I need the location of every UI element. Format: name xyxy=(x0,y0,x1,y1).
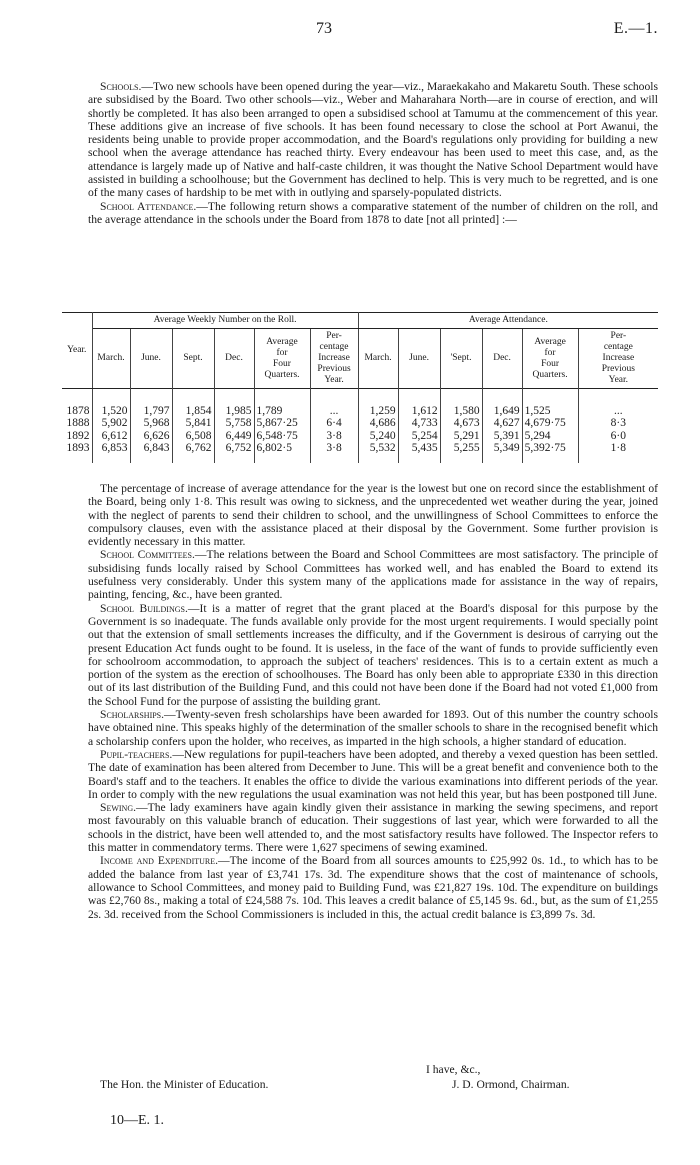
cell-att-june: 5,435 xyxy=(398,442,440,454)
cell-roll-dec: 6,752 xyxy=(214,442,254,454)
paragraph-text: —The income of the Board from all sources amounts to £25,992 0s. 1d., to which has to be added the balance from last year of £3,741 17s. 3d. The expenditure shows that the cost of maintenance of schools, allowance to School Committees, and money paid to Building Fund, was £21,827 19s. 10d. The expenditure on buildings was £2,760 8s., making a total of £24,588 7s. 10d. This leaves a credit balance of £5,145 9s. 6d., but, as the sum of £1,255 2s. 3d. received from the School Commissioners is included in this, the actual credit balance is £3,899 7s. 3d. xyxy=(88,854,658,921)
cell-att-average: 1,525 xyxy=(522,405,578,417)
cell-att-june: 4,733 xyxy=(398,417,440,429)
header-roll-march: March. xyxy=(92,329,130,389)
cell-att-march: 5,532 xyxy=(358,442,398,454)
cell-att-percentage: 8·3 xyxy=(610,417,627,430)
cell-roll-average: 1,789 xyxy=(254,405,310,417)
paragraph-schools xyxy=(88,80,658,200)
header-average-line: Four xyxy=(541,358,560,369)
cell-year: 1892 xyxy=(62,430,92,442)
cell-year: 1888 xyxy=(62,417,92,429)
header-roll-dec: Dec. xyxy=(214,329,254,389)
paragraph-text: —The relations between the Board and School Committees are most satisfactory. The principle of subsidising funds locally raised by School Committees has worked well, and has enabled the Board to extend its usefulness very considerably. Under this system many of the applications made for assistance in the way of repairs, painting, fencing, &c., have been granted. xyxy=(88,548,658,602)
cell-att-june: 1,612 xyxy=(398,405,440,417)
cell-att-dec: 1,649 xyxy=(482,405,522,417)
cell-roll-june: 5,968 xyxy=(130,417,172,429)
report-bottom-text xyxy=(88,482,658,921)
header-pct-line: Increase xyxy=(318,353,350,363)
paragraph-scholarships xyxy=(88,708,658,748)
header-roll-group: Average Weekly Number on the Roll. xyxy=(92,313,358,329)
paragraph-heading: School Buildings. xyxy=(100,601,188,615)
closing-phrase: I have, &c., xyxy=(426,1063,481,1076)
cell-year: 1893 xyxy=(62,442,92,454)
cell-att-percentage: 1·8 xyxy=(610,442,627,455)
cell-roll-percentage: ... xyxy=(310,405,358,417)
cell-roll-march: 6,853 xyxy=(92,442,130,454)
header-roll-june: June. xyxy=(130,329,172,389)
cell-roll-sept: 6,762 xyxy=(172,442,214,454)
page-header xyxy=(0,20,700,44)
header-average-line: for xyxy=(276,347,288,358)
cell-roll-june: 1,797 xyxy=(130,405,172,417)
paragraph-school-buildings xyxy=(88,602,658,708)
cell-att-dec: 4,627 xyxy=(482,417,522,429)
cell-att-june: 5,254 xyxy=(398,430,440,442)
cell-roll-sept: 6,508 xyxy=(172,430,214,442)
cell-roll-march: 1,520 xyxy=(92,405,130,417)
paragraph-text: —Two new schools have been opened during the year—viz., Maraekakaho and Makaretu South. These schools are subsidised by the Board. Two other schools—viz., Weber and Maharahara North—are in course of erection, and will shortly be completed. It has also been arranged to open a subsidised school at Tamumu at the commencement of this year. These additions give an increase of five schools. It has been found necessary to close the school at Port Awanui, the residents being unable to provide proper accommodation, and the Board's regulations only providing for building a new school when the average attendance has reached thirty. Every endeavour has been used to meet this case, and, as the attendance is largely made up of Native and half-caste children, it was thought the Native School Department would have assisted in building a schoolhouse; but the Government has declined to help. This is very much to be regretted, and is one of the many cases of hardship to be met with in outlying and sparsely-populated districts. xyxy=(88,80,658,200)
paragraph-school-committees xyxy=(88,548,658,601)
cell-roll-sept: 5,841 xyxy=(172,417,214,429)
header-pct-line: centage xyxy=(319,342,349,352)
header-average-line: Quarters. xyxy=(532,369,568,380)
header-average-line: Average xyxy=(266,336,298,347)
cell-roll-percentage: 6·4 xyxy=(310,417,358,429)
report-top-text xyxy=(88,80,658,226)
header-att-average xyxy=(522,329,578,389)
cell-att-average: 4,679·75 xyxy=(522,417,578,429)
cell-att-percentage: 6·0 xyxy=(610,429,627,442)
table-spacer xyxy=(62,389,658,406)
header-average-line: Quarters. xyxy=(264,369,300,380)
table-end-spacer xyxy=(62,455,658,463)
cell-att-dec: 5,391 xyxy=(482,430,522,442)
paragraph-heading: Scholarships. xyxy=(100,708,165,722)
paragraph-text: —The lady examiners have again kindly given their assistance in marking the sewing specimens, and report most favourably on this valuable branch of education. Their suggestions of last year, which were forwarded to all the schools in the district, have been well attended to, and the most satisfactory results have followed. The Inspector refers to this matter in commendatory terms. There were 1,627 specimens of sewing examined. xyxy=(88,801,658,855)
header-pct-line: Year. xyxy=(324,375,344,385)
paragraph-heading: School Committees. xyxy=(100,548,195,562)
paragraph-text: —Twenty-seven fresh scholarships have been awarded for 1893. Out of this number the country schools have obtained nine. This speaks highly of the determination of the smaller schools to share in the recognised benefit which a scholarship confers upon the holder, who receives, as imparted in the high schools, a higher standard of education. xyxy=(88,708,658,748)
cell-att-sept: 5,255 xyxy=(440,442,482,454)
header-pct-line: Year. xyxy=(608,375,629,385)
cell-roll-march: 6,612 xyxy=(92,430,130,442)
cell-att-march: 1,259 xyxy=(358,405,398,417)
paragraph-heading: Income and Expenditure. xyxy=(100,854,219,868)
header-roll-sept: Sept. xyxy=(172,329,214,389)
cell-roll-percentage: 3·8 xyxy=(310,442,358,454)
cell-roll-june: 6,626 xyxy=(130,430,172,442)
paragraph-heading: Sewing. xyxy=(100,801,137,815)
cell-att-average: 5,294 xyxy=(522,430,578,442)
paragraph-text: —It is a matter of regret that the grant placed at the Board's disposal for this purpose by the Government is so inadequate. The funds available only provide for the most urgent requirements. I would specially point out that the extension of small settlements increases the difficulty, and if the Government is desirous of carrying out the present Education Act funds ought to be found. It is useless, in the face of the want of funds to provide sufficiently even for schoolroom accommodation, to approach the subject of teachers' residences. This is to a certain extent as much a portion of the system as the erection of schoolhouses. The Board has only been able to appropriate £330 in this direction out of its last distribution of the Building Fund, and this could not have been done if the Board had not voted £1,000 from the School Fund for the purpose of assisting the building grant. xyxy=(88,601,659,708)
attendance-table-wrapper xyxy=(62,312,658,463)
paragraph-income-expenditure xyxy=(88,854,658,920)
addressee: The Hon. the Minister of Education. xyxy=(100,1078,269,1091)
header-att-june: June. xyxy=(398,329,440,389)
cell-att-average: 5,392·75 xyxy=(522,442,578,454)
header-roll-average xyxy=(254,329,310,389)
table-row xyxy=(62,417,658,429)
cell-att-sept: 4,673 xyxy=(440,417,482,429)
header-att-percentage xyxy=(578,329,658,389)
attendance-table xyxy=(62,312,658,463)
header-att-sept: 'Sept. xyxy=(440,329,482,389)
header-pct-line: Per- xyxy=(610,331,627,341)
header-att-dec: Dec. xyxy=(482,329,522,389)
cell-roll-dec: 1,985 xyxy=(214,405,254,417)
header-pct-line: centage xyxy=(603,342,633,352)
cell-att-dec: 5,349 xyxy=(482,442,522,454)
page-number: 73 xyxy=(316,20,332,37)
header-attendance-group: Average Attendance. xyxy=(358,313,658,329)
cell-roll-average: 5,867·25 xyxy=(254,417,310,429)
cell-att-march: 4,686 xyxy=(358,417,398,429)
signature: J. D. Ormond, Chairman. xyxy=(452,1078,570,1091)
cell-roll-sept: 1,854 xyxy=(172,405,214,417)
header-average-line: for xyxy=(544,347,556,358)
cell-roll-average: 6,802·5 xyxy=(254,442,310,454)
header-roll-percentage xyxy=(310,329,358,389)
paragraph-sewing xyxy=(88,801,658,854)
paragraph-heading: Schools. xyxy=(100,80,142,93)
paragraph-heading: Pupil-teachers. xyxy=(100,747,173,761)
cell-roll-march: 5,902 xyxy=(92,417,130,429)
cell-roll-june: 6,843 xyxy=(130,442,172,454)
cell-year: 1878 xyxy=(62,405,92,417)
header-average-line: Four xyxy=(273,358,291,369)
cell-att-percentage: ... xyxy=(614,405,623,417)
paragraph-heading: School Attendance. xyxy=(100,199,197,213)
cell-att-sept: 5,291 xyxy=(440,430,482,442)
cell-roll-dec: 6,449 xyxy=(214,430,254,442)
cell-att-march: 5,240 xyxy=(358,430,398,442)
paragraph-text: —New regulations for pupil-teachers have been adopted, and thereby a vexed question has been settled. The date of examination has been altered from December to June. This will be a great benefit and convenience both to the Board's staff and to the teachers. It enables the office to divide the various examinations into different periods of the year. In order to comply with the new regulations the usual examination was not held this year, but has been postponed till June. xyxy=(88,747,658,801)
cell-att-sept: 1,580 xyxy=(440,405,482,417)
paragraph-school-attendance xyxy=(88,200,658,227)
header-pct-line: Per- xyxy=(326,331,342,341)
series-mark: E.—1. xyxy=(613,20,658,37)
footer-mark: 10—E. 1. xyxy=(110,1113,165,1128)
header-pct-line: Previous xyxy=(601,364,635,374)
paragraph-pupil-teachers xyxy=(88,748,658,801)
header-average-line: Average xyxy=(534,336,566,347)
table-row xyxy=(62,405,658,417)
header-year: Year. xyxy=(62,313,92,389)
cell-roll-percentage: 3·8 xyxy=(310,430,358,442)
cell-roll-average: 6,548·75 xyxy=(254,430,310,442)
table-row xyxy=(62,442,658,454)
paragraph-attendance-comment xyxy=(88,482,658,548)
header-att-march: March. xyxy=(358,329,398,389)
cell-roll-dec: 5,758 xyxy=(214,417,254,429)
paragraph-text: —The following return shows a comparative statement of the number of children on the roll, and the average attendance in the schools under the Board from 1878 to date [not all printed] :— xyxy=(88,199,658,226)
table-row xyxy=(62,430,658,442)
header-pct-line: Previous xyxy=(317,364,351,374)
header-pct-line: Increase xyxy=(602,353,635,363)
paragraph-text: The percentage of increase of average attendance for the year is the lowest but one on record since the establishment of the Board, being only 1·8. This result was owing to sickness, and the unprecedented wet weather during the year, joined with the neglect of parents to send their children to school, and the unwillingness of School Committees to enforce the compulsory clauses, even with the assistance placed at their disposal by the Government. Some further provision is evidently necessary in this matter. xyxy=(88,482,658,549)
